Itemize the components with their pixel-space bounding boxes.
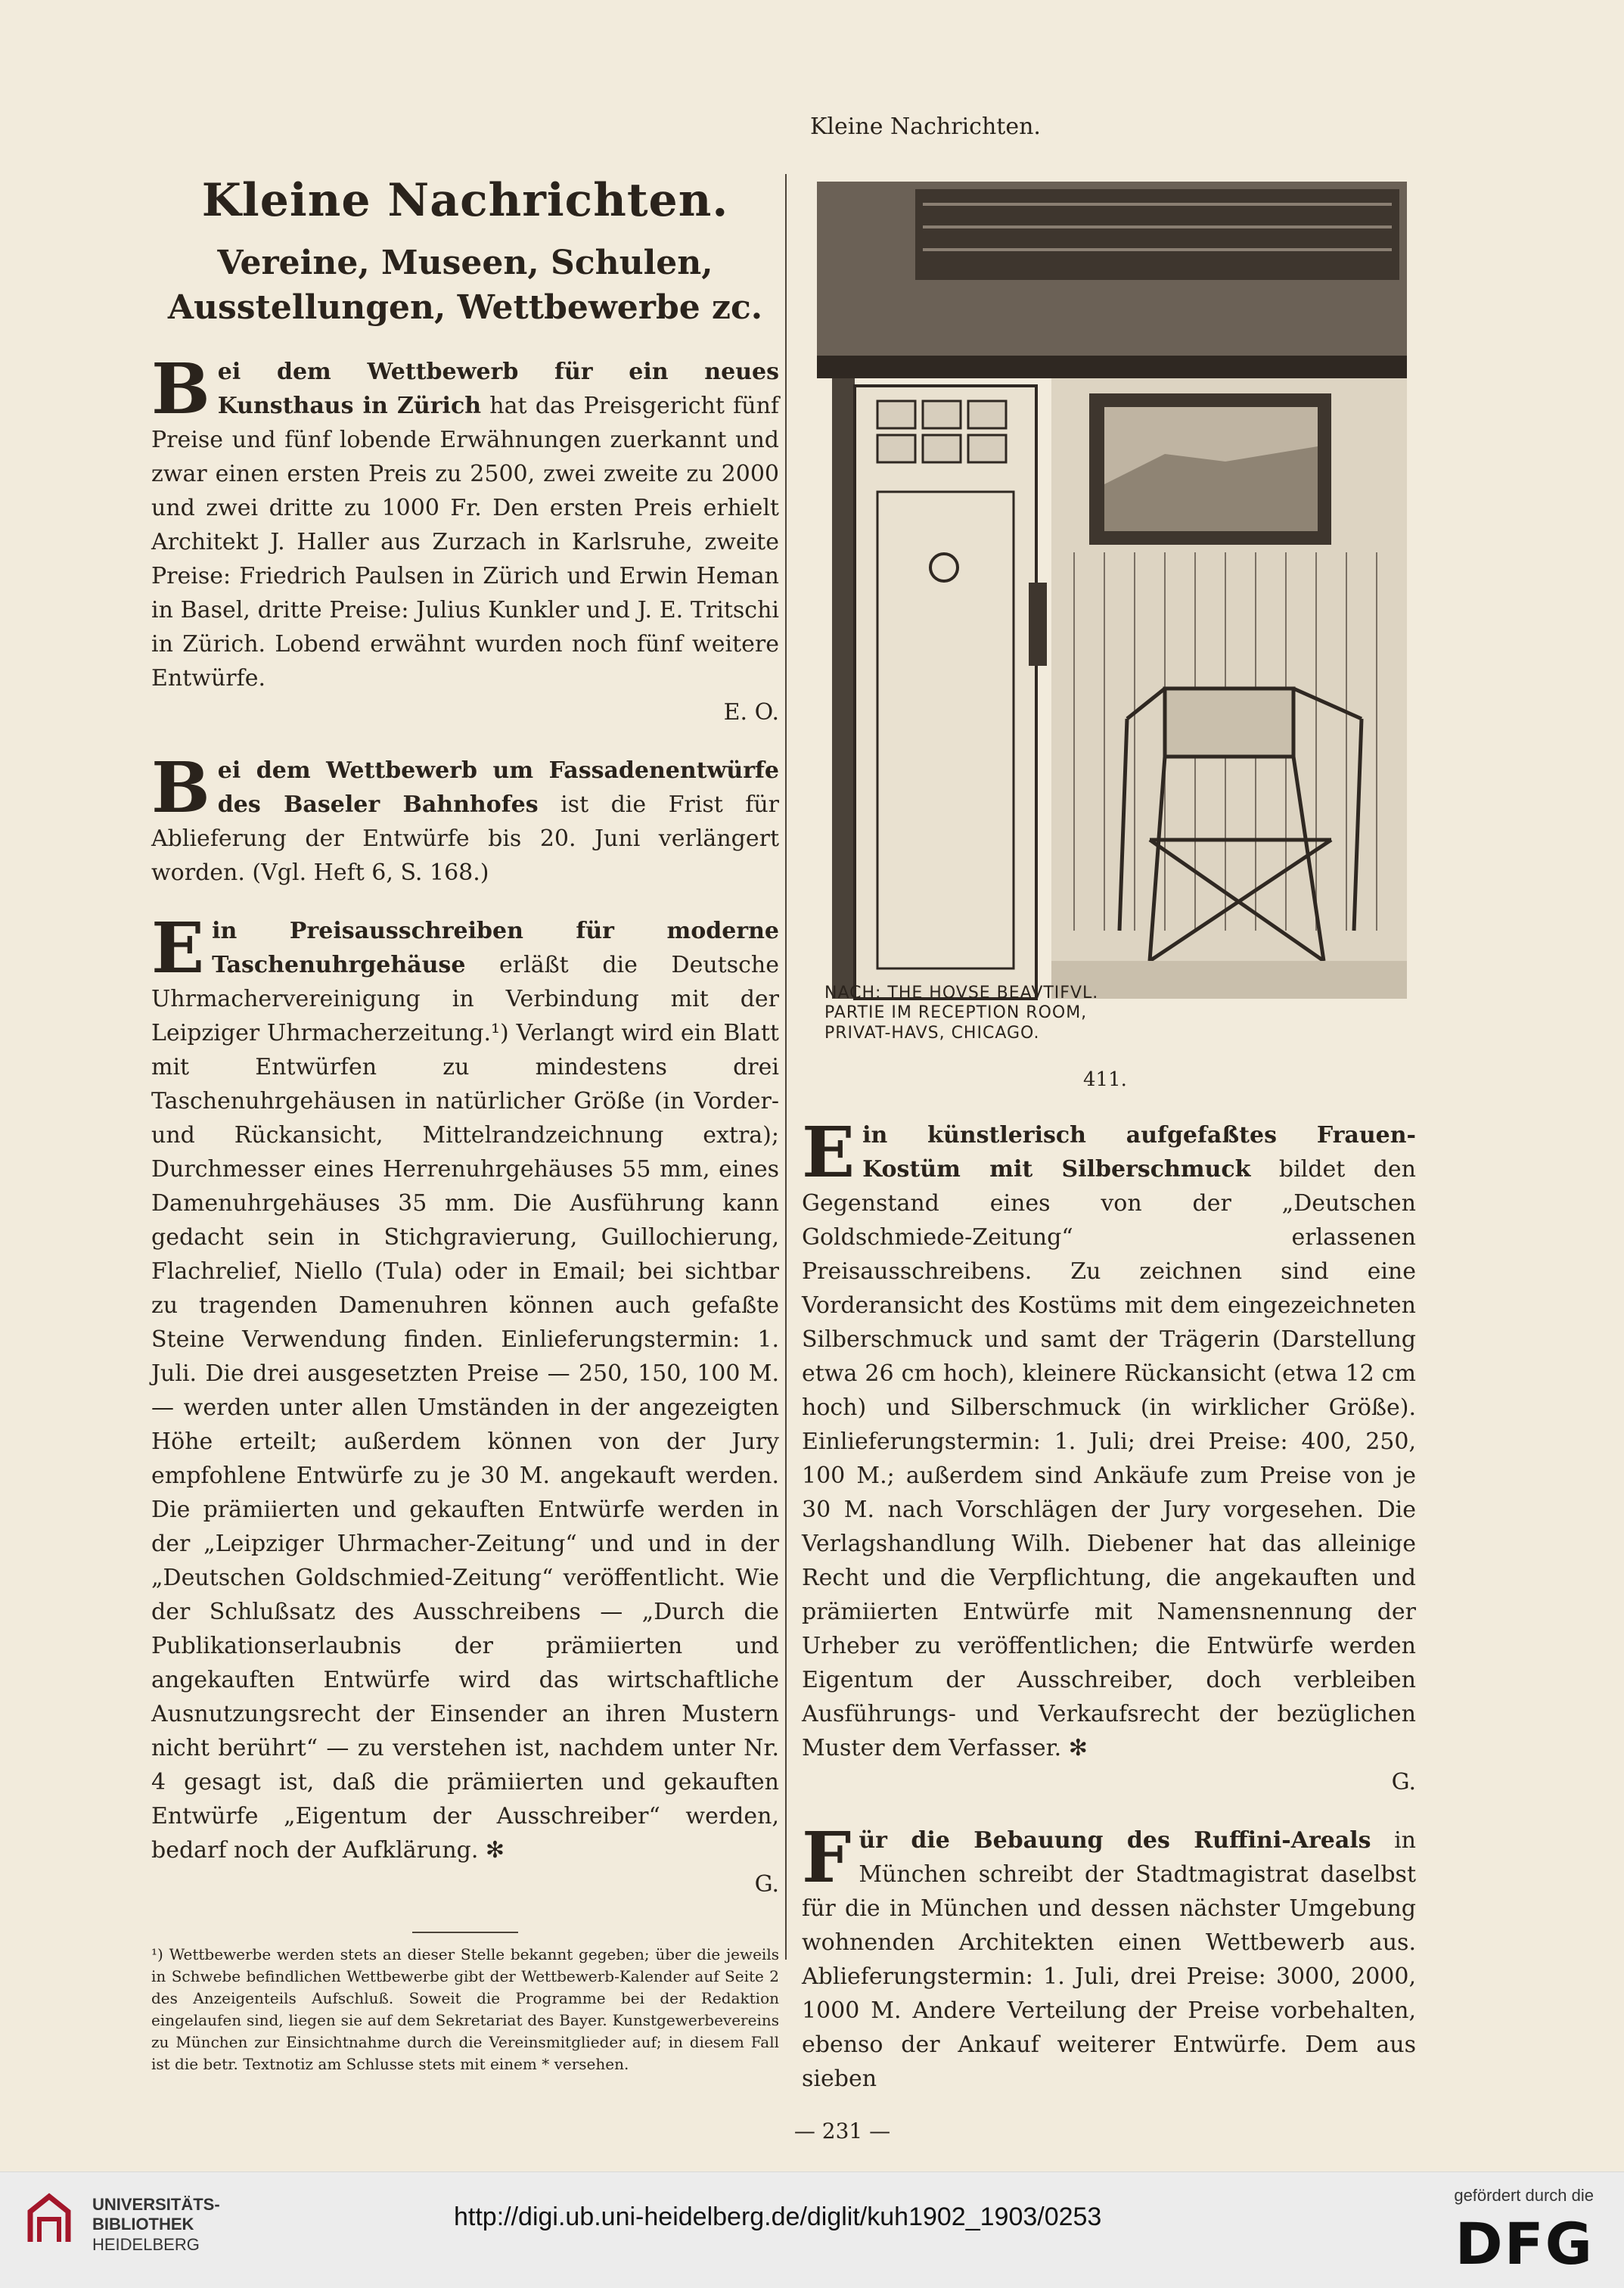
page-number: — 231 — [793, 2119, 891, 2143]
dfg-logo[interactable]: DFG [1455, 2210, 1594, 2277]
article-signature: G. [754, 1870, 779, 1898]
uni-name-line: UNIVERSITÄTS- [92, 2195, 220, 2214]
right-column-text [802, 1111, 1416, 2096]
article-lead: ür die Bebauung des Ruffini-Areals [859, 1827, 1371, 1854]
dropcap: E [151, 906, 205, 989]
viewer-footer [0, 2171, 1624, 2288]
left-column [151, 174, 779, 2075]
article-body: bildet den Gegenstand eines von der „Deutschen Goldschmiede-Zeitung“ erlassenen Preisausschreibens. Zu zeichnen sind eine Vorderansicht des Kostüms mit dem eingezeichneten Silberschmuck und samt der Trägerin (Darstellung etwa 26 cm hoch), kleinere Rückansicht (etwa 12 cm hoch) und Silberschmuck (in wirklicher Größe). Einlieferungstermin: 1. Juli; drei Preise: 400, 250, 100 M.; außerdem sind Ankäufe zum Preise von je 30 M. nach Vorschlägen der Jury vorgesehen. Die Verlagshandlung Wilh. Diebener hat das alleinige Recht und die Verpflichtung, die angekauften und prämiierten Entwürfe mit Namensnennung der Urheber zu veröffentlichen; die Entwürfe werden Eigentum der Ausschreiber, doch verbleiben Ausführungs- und Verkaufsrecht der bezüglichen Muster dem Verfasser. ✻ [802, 1156, 1416, 1761]
caption-line: PRIVAT-HAVS, CHICAGO. [824, 1023, 1040, 1043]
article-body: hat das Preisgericht fünf Preise und fünf lobende Erwähnungen zuerkannt und zwar einen ersten Preis zu 2500, zwei zweite zu 2000 und zwei dritte zu 1000 Fr. Den ersten Preis erhielt Architekt J. Haller aus Zurzach in Karlsruhe, zweite Preise: Friedrich Paulsen in Zürich und Erwin Heman in Basel, dritte Preise: Julius Kunkler und J. E. Tritschi in Zürich. Lobend erwähnt wurden noch fünf weitere Entwürfe. [151, 392, 779, 692]
article-taschenuhrgehaeuse [151, 906, 779, 1901]
uni-name-line: BIBLIOTHEK [92, 2215, 194, 2234]
column-divider [785, 174, 787, 1960]
running-head: Kleine Nachrichten. [810, 113, 1041, 140]
article-body: erläßt die Deutsche Uhrmachervereinigung in Verbindung mit der Leipziger Uhrmacherzeitung.¹) Verlangt wird ein Blatt mit Entwürfen zu mindestens drei Taschenuhrgehäusen in natürlicher Größe (in Vorder- und Rückansicht, Mittelrandzeichnung extra); Durchmesser eines Herrenuhrgehäuses 55 mm, eines Damenuhrgehäuses 35 mm. Die Ausführung kann gedacht sein in Stichgravierung, Guillochierung, Flachrelief, Niello (Tula) oder in Email; bei sichtbar zu tragenden Damenuhren können auch gefaßte Steine Verwendung finden. Einlieferungstermin: 1. Juli. Die drei ausgesetzten Preise — 250, 150, 100 M. — werden unter allen Umständen in der angezeigten Höhe erteilt; außerdem können von der Jury empfohlene Entwürfe zu je 30 M. angekauft werden. Die prämiierten und gekauften Entwürfe werden in der „Leipziger Uhrmacher-Zeitung“ und und in der „Deutschen Goldschmied-Zeitung“ veröffentlicht. Wie der Schlußsatz des Ausschreibens — „Durch die Publikationserlaubnis der prämiierten und angekauften Entwürfe wird das wirtschaftliche Ausnutzungsrecht der Einsender an ihren Mustern nicht berührt“ — zu verstehen ist, nachdem unter Nr. 4 gesagt ist, daß die prämiierten und gekauften Entwürfe „Eigentum der Ausschreiber“ werden, bedarf noch der Aufklärung. ✻ [151, 951, 779, 1864]
article-lead: ei dem Wettbewerb um Fassadenentwürfe des Baseler Bahnhofes [217, 757, 779, 818]
door [855, 386, 1036, 999]
article-kunsthaus-zuerich [151, 347, 779, 729]
dropcap: E [802, 1111, 855, 1193]
dropcap: B [151, 347, 210, 430]
page-subtitle: Vereine, Museen, Schulen, Ausstellungen, Wettbewerbe zc. [167, 244, 763, 328]
article-signature: G. [1391, 1769, 1416, 1795]
interior-drawing [802, 174, 1416, 1029]
permalink[interactable]: http://digi.ub.uni-heidelberg.de/diglit/kuh1902_1903/0253 [454, 2203, 1102, 2231]
article-lead: in Preisausschreiben für moderne Taschenuhrgehäuse [212, 917, 779, 978]
caption-line: PARTIE IM RECEPTION ROOM, [824, 1003, 1088, 1023]
article-lead: in künstlerisch aufgefaßtes Frauen-Kostüm mit Silberschmuck [862, 1122, 1416, 1183]
right-column-figure [802, 174, 1416, 1091]
article-frauen-kostuem [802, 1111, 1416, 1799]
footnote: ¹) Wettbewerbe werden stets an dieser Stelle bekannt gegeben; über die jeweils in Schwebe befindlichen Wettbewerbe gibt der Wettbewerb-Kalender auf Seite 2 des Anzeigenteils Aufschluß. Soweit die Programme bei der Redaktion eingelaufen sind, liegen sie auf dem Sekretariat des Bayer. Kunstgewerbevereins zu München zur Einsichtnahme durch die Vereinsmitglieder auf; in diesem Fall ist die betr. Textnotiz am Schlusse stets mit einem * versehen. [151, 1944, 779, 2073]
door-frame [832, 378, 855, 999]
article-lead: ei dem Wettbewerb für ein neues Kunsthaus in Zürich [217, 358, 779, 419]
dropcap: B [151, 746, 210, 828]
figure-number: 411. [1083, 1068, 1127, 1091]
article-signature: E. O. [723, 698, 779, 726]
caption-line: NACH: THE HOVSE BEAVTIFVL. [824, 984, 1099, 1003]
article-body: in München schreibt der Stadtmagistrat daselbst für die in München und dessen nächster Umgebung wohnenden Architekten einen Wettbewerb aus. Ablieferungstermin: 1. Juli, drei Preise: 3000, 2000, 1000 M. Andere Verteilung der Preise vorbehalten, ebenso der Ankauf weiterer Entwürfe. Dem aus sieben [802, 1827, 1416, 2092]
figure-caption [824, 984, 1098, 1043]
university-name[interactable] [92, 2195, 220, 2255]
article-body: ist die Frist für Ablieferung der Entwürfe bis 20. Juni verlängert worden. (Vgl. Heft 6, S. 168.) [151, 791, 779, 886]
uni-name-line: HEIDELBERG [92, 2234, 200, 2254]
illustration-reception-room [802, 174, 1416, 1091]
page-title: Kleine Nachrichten. [201, 174, 729, 227]
article-baseler-bahnhof [151, 746, 779, 890]
door-lock-plate [1029, 583, 1047, 666]
article-ruffini-areal [802, 1817, 1416, 2096]
funded-by-label: gefördert durch die [1454, 2186, 1594, 2205]
footnote-rule [412, 1932, 518, 1933]
dropcap: F [802, 1817, 852, 1898]
university-logo-icon[interactable] [23, 2189, 76, 2249]
